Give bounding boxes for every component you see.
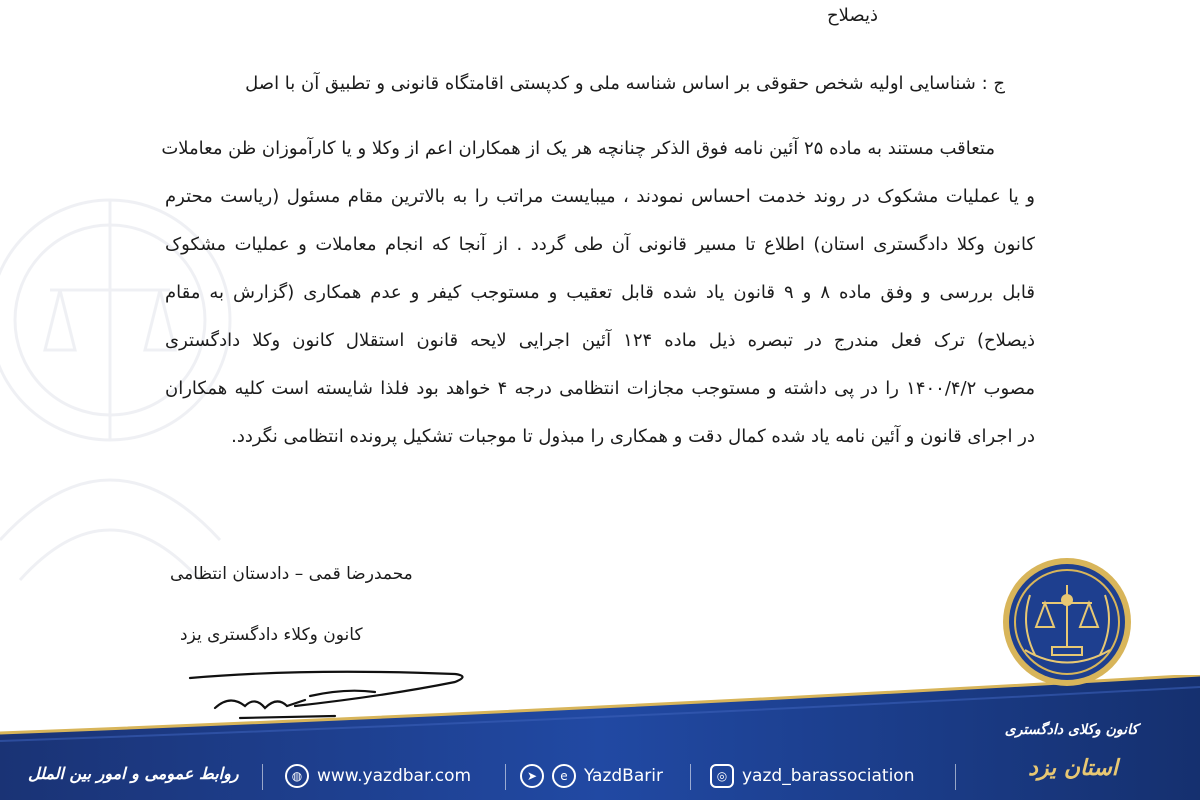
paragraph-line: کانون وکلا دادگستری استان) اطلاع تا مسیر قانونی آن طی گردد . از آنجا که انجام معاملات و عملیات مشکوک <box>165 234 1035 255</box>
signatory-name: محمدرضا قمی – دادستان انتظامی <box>170 564 413 584</box>
messenger-text: YazdBarir <box>584 766 663 786</box>
paragraph-line: مصوب ۱۴۰۰/۴/۲ را در پی داشته و مستوجب مجازات انتظامی درجه ۴ خواهد بود فلذا شایسته است کلیه همکاران <box>165 378 1036 399</box>
item-c: ج : شناسایی اولیه شخص حقوقی بر اساس شناسه ملی و کدپستی اقامتگاه قانونی و تطبیق آن با اصل <box>245 73 1005 94</box>
footer-separator <box>690 764 691 790</box>
footer-separator <box>505 764 506 790</box>
footer-messenger[interactable] <box>520 764 663 788</box>
bar-association-seal <box>1000 555 1135 690</box>
footer-department: روابط عمومی و امور بین الملل <box>28 764 239 783</box>
seal-caption-small: کانون وکلای دادگستری <box>1004 722 1138 738</box>
instagram-text: yazd_barassociation <box>742 766 915 786</box>
seal-caption-big: استان یزد <box>1028 755 1118 781</box>
telegram-icon: ➤ <box>520 764 544 788</box>
footer-website[interactable] <box>285 764 471 788</box>
instagram-icon: ◎ <box>710 764 734 788</box>
paragraph-line: ذیصلاح) ترک فعل مندرج در تبصره ذیل ماده ۱۲۴ آئین اجرایی لایحه قانون استقلال کانون وکلا دادگستری <box>165 330 1035 351</box>
footer-separator <box>262 764 263 790</box>
footer-instagram[interactable] <box>710 764 914 788</box>
signatory-organization: کانون وکلاء دادگستری یزد <box>180 625 363 645</box>
top-line: ذیصلاح <box>827 5 878 26</box>
globe-icon: ◍ <box>285 764 309 788</box>
letter-body <box>150 0 1050 690</box>
website-text: www.yazdbar.com <box>317 766 472 786</box>
paragraph-line: متعاقب مستند به ماده ۲۵ آئین نامه فوق الذکر چنانچه هر یک از همکاران اعم از وکلا و یا کارآموزان ظن معاملات <box>161 138 995 159</box>
eitaa-icon: e <box>552 764 576 788</box>
footer-separator <box>955 764 956 790</box>
paragraph-line: در اجرای قانون و آئین نامه یاد شده کمال دقت و همکاری را مبذول تا موجبات تشکیل پرونده انتظامی نگردد. <box>231 426 1035 447</box>
paragraph-line: و یا عملیات مشکوک در روند خدمت احساس نمودند ، میبایست مراتب را به بالاترین مقام مسئول (ریاست محترم <box>165 186 1035 207</box>
paragraph-line: قابل بررسی و وفق ماده ۸ و ۹ قانون یاد شده قابل تعقیب و مستوجب کیفر و عدم همکاری (گزارش به مقام <box>165 282 1035 303</box>
